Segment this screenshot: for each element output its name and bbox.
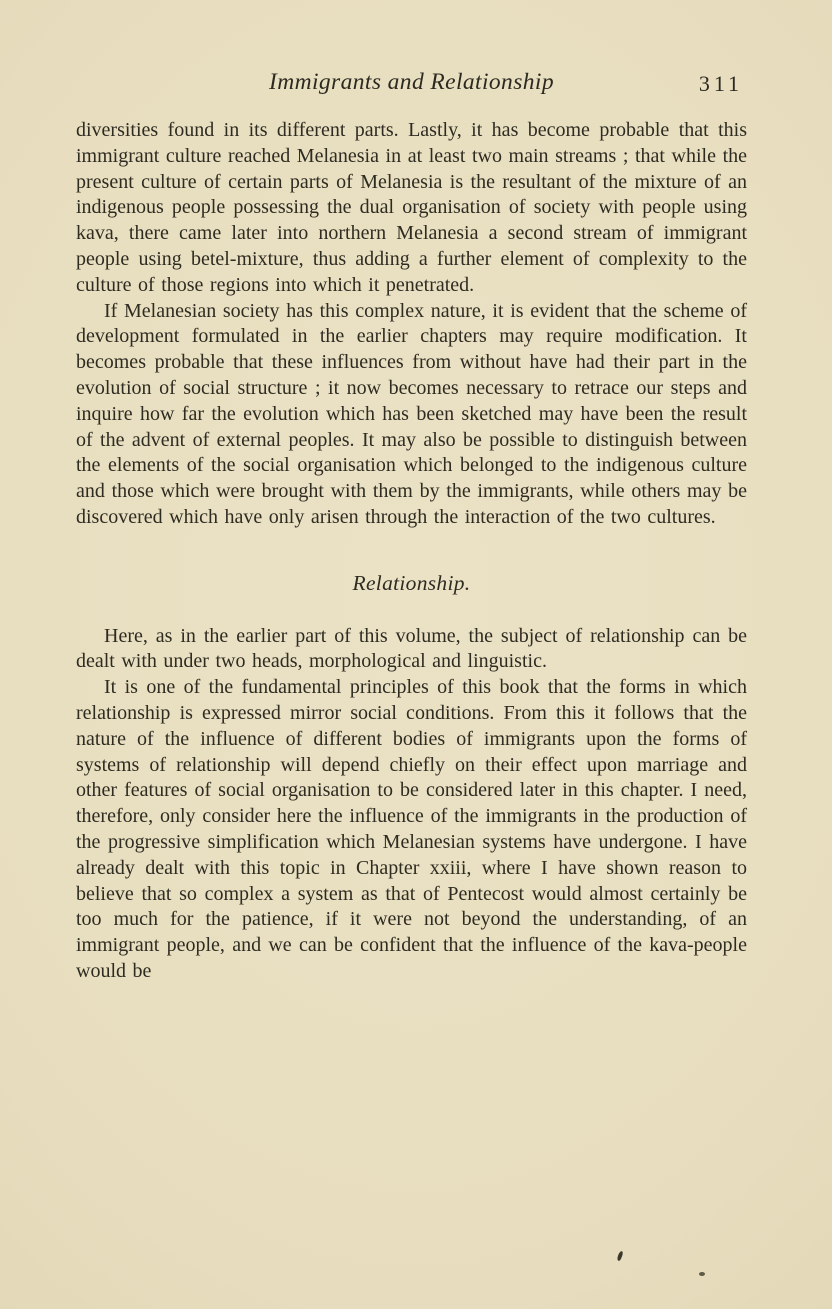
- section-heading: Relationship.: [352, 570, 471, 595]
- page-body: [76, 118, 747, 985]
- ink-speck: [617, 1251, 624, 1262]
- paragraph: It is one of the fundamental principles of this book that the forms in which relationship is expressed mirror social conditions. From this it follows that the nature of the influence of different bodies of immigrants upon the forms of systems of relationship will depend chiefly on their effect upon marriage and other features of social organisation to be considered later in this chapter. I need, therefore, only consider here the influence of the immigrants in the production of the progressive simplification which Melanesian systems have undergone. I have already dealt with this topic in Chapter xxiii, where I have shown reason to believe that so complex a system as that of Pentecost would almost certainly be too much for the patience, if it were not beyond the understanding, of an immigrant people, and we can be confident that the influence of the kava-people would be: [76, 676, 747, 982]
- page-header: [76, 70, 747, 104]
- paragraph: Here, as in the earlier part of this volume, the subject of relationship can be dealt with under two heads, morphological and linguistic.: [76, 624, 747, 673]
- paragraph: diversities found in its different parts. Lastly, it has become probable that this immigrant culture reached Melanesia in at least two main streams ; that while the present culture of certain parts of Melanesia is the resultant of the mixture of an indigenous people possessing the dual organisation of society with people using kava, there came later into northern Melanesia a second stream of immigrant people using betel-mixture, thus adding a further element of complexity to the culture of those regions into which it penetrated.: [76, 119, 747, 296]
- page-number: 311: [698, 71, 743, 96]
- running-title: Immigrants and Relationship: [269, 69, 554, 95]
- ink-speck: [699, 1272, 705, 1276]
- paragraph: If Melanesian society has this complex nature, it is evident that the scheme of development formulated in the earlier chapters may require modification. It becomes probable that these influences from without have had their part in the evolution of social structure ; it now becomes necessary to retrace our steps and inquire how far the evolution which has been sketched may have been the result of the advent of external peoples. It may also be possible to distinguish between the elements of the social organisation which belonged to the indigenous culture and those which were brought with them by the immigrants, while others may be discovered which have only arisen through the interaction of the two cultures.: [76, 299, 747, 528]
